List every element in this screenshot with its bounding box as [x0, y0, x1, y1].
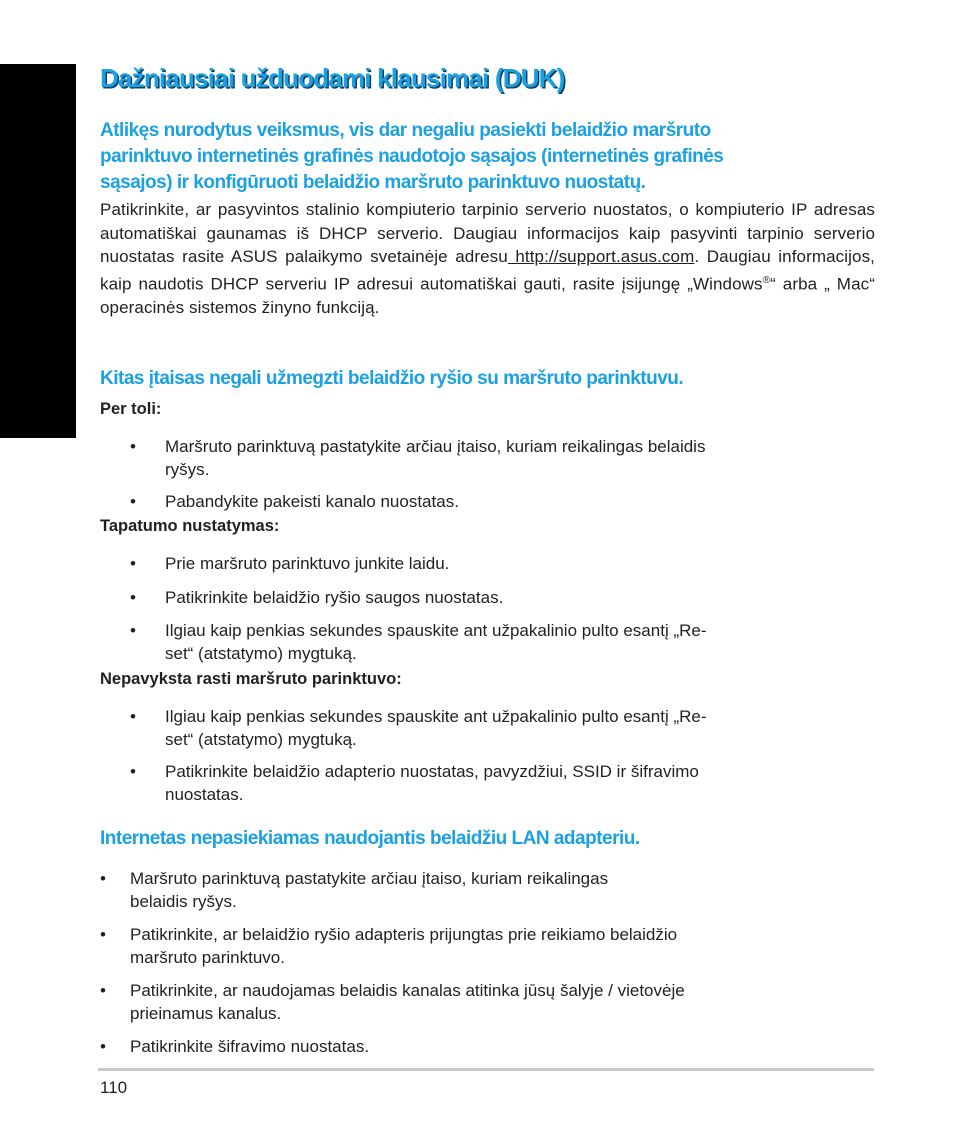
- page-title: Dažniausiai užduodami klausimai (DUK): [100, 63, 565, 93]
- section2-heading: Kitas įtaisas negali užmegzti belaidžio ryšio su maršruto parinktuvu.: [100, 368, 684, 389]
- list-item-line: Maršruto parinktuvą pastatykite arčiau įtaiso, kuriam reikalingas belaidis: [165, 437, 706, 456]
- bullet: •: [130, 621, 136, 640]
- section1-body-text: Patikrinkite, ar pasyvintos stalinio kompiuterio tarpinio serverio nuostatos, o kompiuterio IP adresas automatiškai gaunamas iš DHCP serverio. Daugiau informacijos kaip pasyvinti tarpinio serverio nuostatas rasite ASUS palaikymo svetainėje adresu: [100, 200, 875, 267]
- list-item: [130, 867, 608, 913]
- bullet: •: [130, 554, 136, 573]
- list-item: [130, 979, 685, 1025]
- list-item: Prie maršruto parinktuvo junkite laidu.: [165, 554, 450, 573]
- list-item: [165, 619, 707, 665]
- list-item-line: set“ (atstatymo) mygtuką.: [165, 644, 357, 663]
- list-item: [165, 435, 705, 481]
- bullet: •: [100, 925, 106, 944]
- list-item: Patikrinkite belaidžio ryšio saugos nuostatas.: [165, 588, 504, 607]
- page-number: 110: [100, 1078, 128, 1097]
- section1-body: [100, 198, 875, 320]
- section1-heading-line: sąsajos) ir konfigūruoti belaidžio maršruto parinktuvo nuostatų.: [100, 172, 646, 193]
- bullet: •: [100, 1037, 106, 1056]
- section1-heading-line: parinktuvo internetinės grafinės naudotojo sąsajos (internetinės grafinės: [100, 146, 724, 167]
- language-side-tab: [0, 64, 76, 438]
- list-item-line: belaidis ryšys.: [130, 892, 237, 911]
- group-title-per-toli: Per toli:: [100, 400, 162, 418]
- list-item-line: Ilgiau kaip penkias sekundes spauskite ant užpakalinio pulto esantį „Re-: [165, 621, 707, 640]
- group-title-tapatumo: Tapatumo nustatymas:: [100, 517, 280, 535]
- list-item-line: prieinamus kanalus.: [130, 1004, 282, 1023]
- bullet: •: [130, 707, 136, 726]
- section3-heading: Internetas nepasiekiamas naudojantis belaidžiu LAN adapteriu.: [100, 828, 640, 849]
- list-item-line: Ilgiau kaip penkias sekundes spauskite ant užpakalinio pulto esantį „Re-: [165, 707, 707, 726]
- support-link[interactable]: http://support.asus.com: [507, 247, 695, 267]
- list-item: Pabandykite pakeisti kanalo nuostatas.: [165, 492, 459, 511]
- bullet: •: [130, 492, 136, 511]
- bullet: •: [130, 588, 136, 607]
- bullet: •: [100, 981, 106, 1000]
- list-item-line: set“ (atstatymo) mygtuką.: [165, 730, 357, 749]
- list-item-line: nuostatas.: [165, 785, 244, 804]
- list-item: Patikrinkite šifravimo nuostatas.: [130, 1037, 370, 1056]
- list-item: [165, 705, 707, 751]
- list-item-line: Maršruto parinktuvą pastatykite arčiau įtaiso, kuriam reikalingas: [130, 869, 609, 888]
- list-item-line: Patikrinkite belaidžio adapterio nuostatas, pavyzdžiui, SSID ir šifravimo: [165, 762, 699, 781]
- section1-heading-line: Atlikęs nurodytus veiksmus, vis dar negaliu pasiekti belaidžio maršruto: [100, 120, 711, 141]
- section1-heading: [100, 118, 723, 196]
- bullet: •: [130, 762, 136, 781]
- list-item: [165, 760, 699, 806]
- registered-mark: ®: [762, 274, 771, 286]
- list-item: [130, 923, 677, 969]
- bullet: •: [130, 437, 136, 456]
- section1-body-text-2: . Daugiau informacijos, kaip naudotis DHCP serveriu IP adresui automatiškai gauti, rasite įsijungę „Windows: [100, 247, 876, 294]
- list-item-line: ryšys.: [165, 460, 210, 479]
- bullet: •: [100, 869, 106, 888]
- section1-body-end: “ arba „ Mac“ operacinės sistemos žinyno funkciją.: [100, 274, 875, 318]
- footer-rule: [98, 1068, 874, 1071]
- list-item-line: Patikrinkite, ar belaidžio ryšio adapteris prijungtas prie reikiamo belaidžio: [130, 925, 678, 944]
- list-item-line: Patikrinkite, ar naudojamas belaidis kanalas atitinka jūsų šalyje / vietovėje: [130, 981, 685, 1000]
- list-item-line: maršruto parinktuvo.: [130, 948, 285, 967]
- group-title-nepavyksta: Nepavyksta rasti maršruto parinktuvo:: [100, 670, 402, 688]
